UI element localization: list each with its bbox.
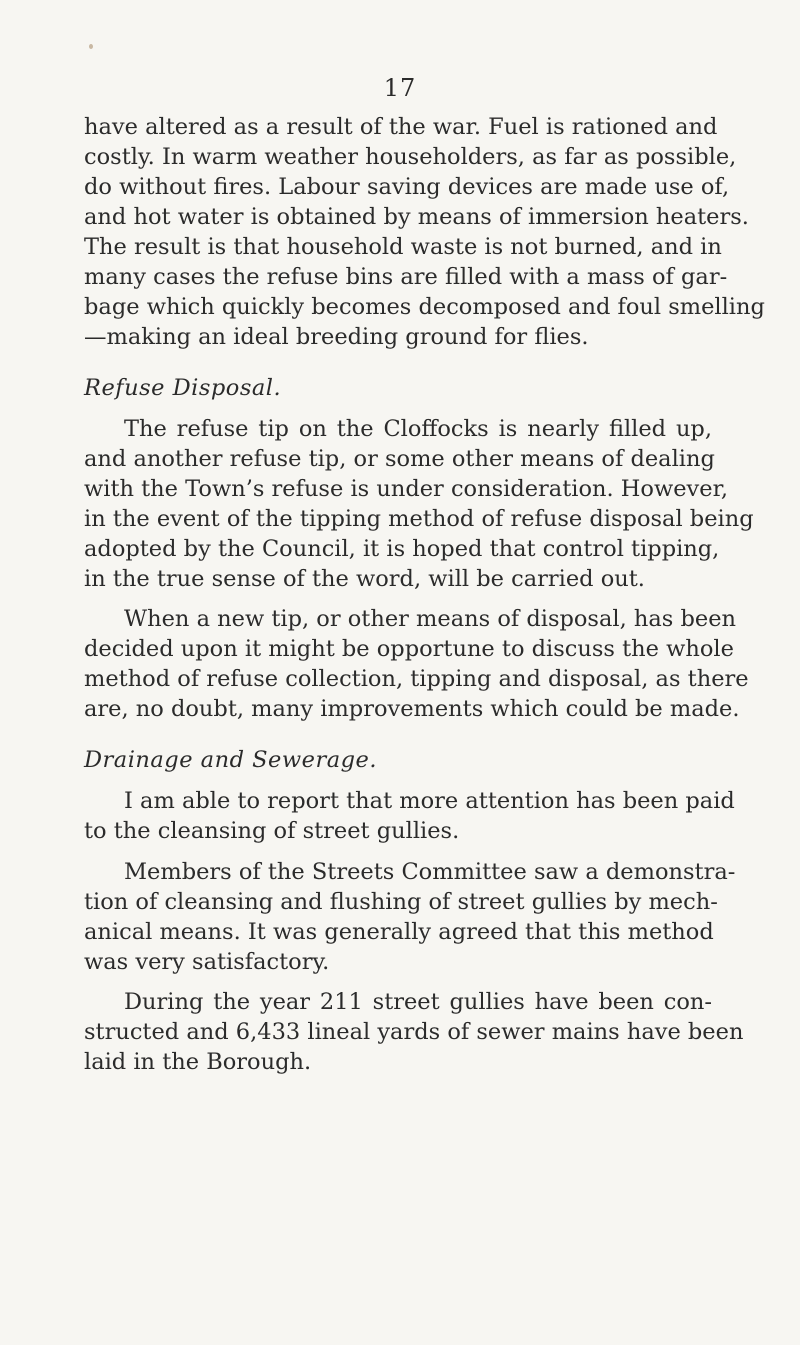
text-line: and another refuse tip, or some other means of dealing [84,446,715,472]
section-heading-refuse-disposal: Refuse Disposal. [84,375,282,401]
text-line: in the true sense of the word, will be carried out. [84,566,645,592]
text-line: do without fires. Labour saving devices are made use of, [84,174,730,200]
text-line: with the Town’s refuse is under consideration. However, [84,476,729,502]
text-line: tion of cleansing and flushing of street gullies by mech- [84,889,718,915]
text-line: and hot water is obtained by means of immersion heaters. [84,204,749,230]
text-line: was very satisfactory. [84,949,330,975]
text-line: The result is that household waste is not burned, and in [84,234,722,260]
text-line: When a new tip, or other means of disposal, has been [124,606,737,632]
text-line: decided upon it might be opportune to discuss the whole [84,636,734,662]
text-line: During the year 211 street gullies have been con- [124,989,712,1015]
text-line: costly. In warm weather householders, as far as possible, [84,144,737,170]
page-number: 17 [383,74,417,102]
text-line: in the event of the tipping method of refuse disposal being [84,506,754,532]
text-line: bage which quickly becomes decomposed and foul smelling [84,294,765,320]
text-line: method of refuse collection, tipping and disposal, as there [84,666,749,692]
text-line: —making an ideal breeding ground for flies. [84,324,589,350]
text-line: The refuse tip on the Cloffocks is nearly filled up, [124,416,712,442]
text-line: Members of the Streets Committee saw a demonstra- [124,859,736,885]
text-line: I am able to report that more attention has been paid [124,788,735,814]
text-line: structed and 6,433 lineal yards of sewer mains have been [84,1019,744,1045]
text-line: anical means. It was generally agreed that this method [84,919,714,945]
text-line: laid in the Borough. [84,1049,312,1075]
text-line: have altered as a result of the war. Fuel is rationed and [84,114,718,140]
text-line: to the cleansing of street gullies. [84,818,460,844]
section-heading-drainage-sewerage: Drainage and Sewerage. [84,747,377,773]
text-line: many cases the refuse bins are filled with a mass of gar- [84,264,728,290]
text-line: adopted by the Council, it is hoped that control tipping, [84,536,720,562]
text-line: are, no doubt, many improvements which could be made. [84,696,740,722]
paper-speck [89,44,93,49]
